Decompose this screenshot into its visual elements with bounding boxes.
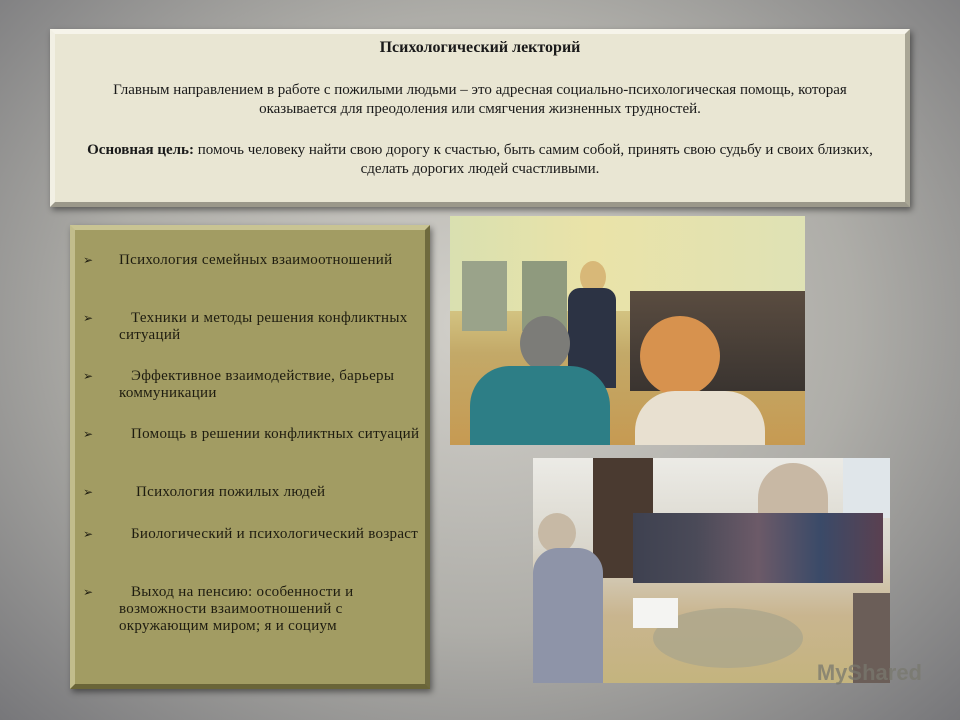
lecture-photo: [450, 216, 805, 445]
goal-text: [55, 141, 905, 179]
intro-text: Главным направлением в работе с пожилыми людьми – это адресная социально-психологическая помощь, которая оказывается для преодоления или смягчения жизненных трудностей.: [113, 82, 847, 117]
topic-item: ➢ Выход на пенсию: особенности и возможности взаимоотношений с окружающим миром; я и социум: [83, 584, 354, 634]
goal-label: Основная цель:: [87, 142, 194, 158]
arrow-bullet-icon: ➢: [83, 253, 94, 267]
topic-item: ➢ Техники и методы решения конфликтных ситуаций: [83, 310, 408, 343]
topic-item: ➢ Психология семейных взаимоотношений: [83, 252, 393, 268]
arrow-bullet-icon: ➢: [83, 485, 94, 499]
watermark-logo: MyShared: [816, 660, 922, 685]
arrow-bullet-icon: ➢: [83, 311, 94, 325]
arrow-bullet-icon: ➢: [83, 527, 94, 541]
arrow-bullet-icon: ➢: [83, 585, 94, 599]
arrow-bullet-icon: ➢: [83, 369, 94, 383]
topic-item: ➢ Помощь в решении конфликтных ситуаций: [83, 426, 420, 442]
arrow-bullet-icon: ➢: [83, 427, 94, 441]
slide-title: Психологический лекторий: [379, 39, 581, 56]
group-photo: [533, 458, 890, 683]
topic-item: ➢ Эффективное взаимодействие, барьеры коммуникации: [83, 368, 395, 401]
topic-item: ➢ Биологический и психологический возраст: [83, 526, 419, 542]
goal-body: помочь человеку найти свою дорогу к счастью, быть самим собой, принять свою судьбу и своих близких, сделать дорогих людей счастливыми.: [194, 142, 873, 177]
topic-item: ➢ Психология пожилых людей: [83, 484, 326, 500]
topics-box: [70, 225, 430, 689]
intro-box: [50, 29, 910, 207]
